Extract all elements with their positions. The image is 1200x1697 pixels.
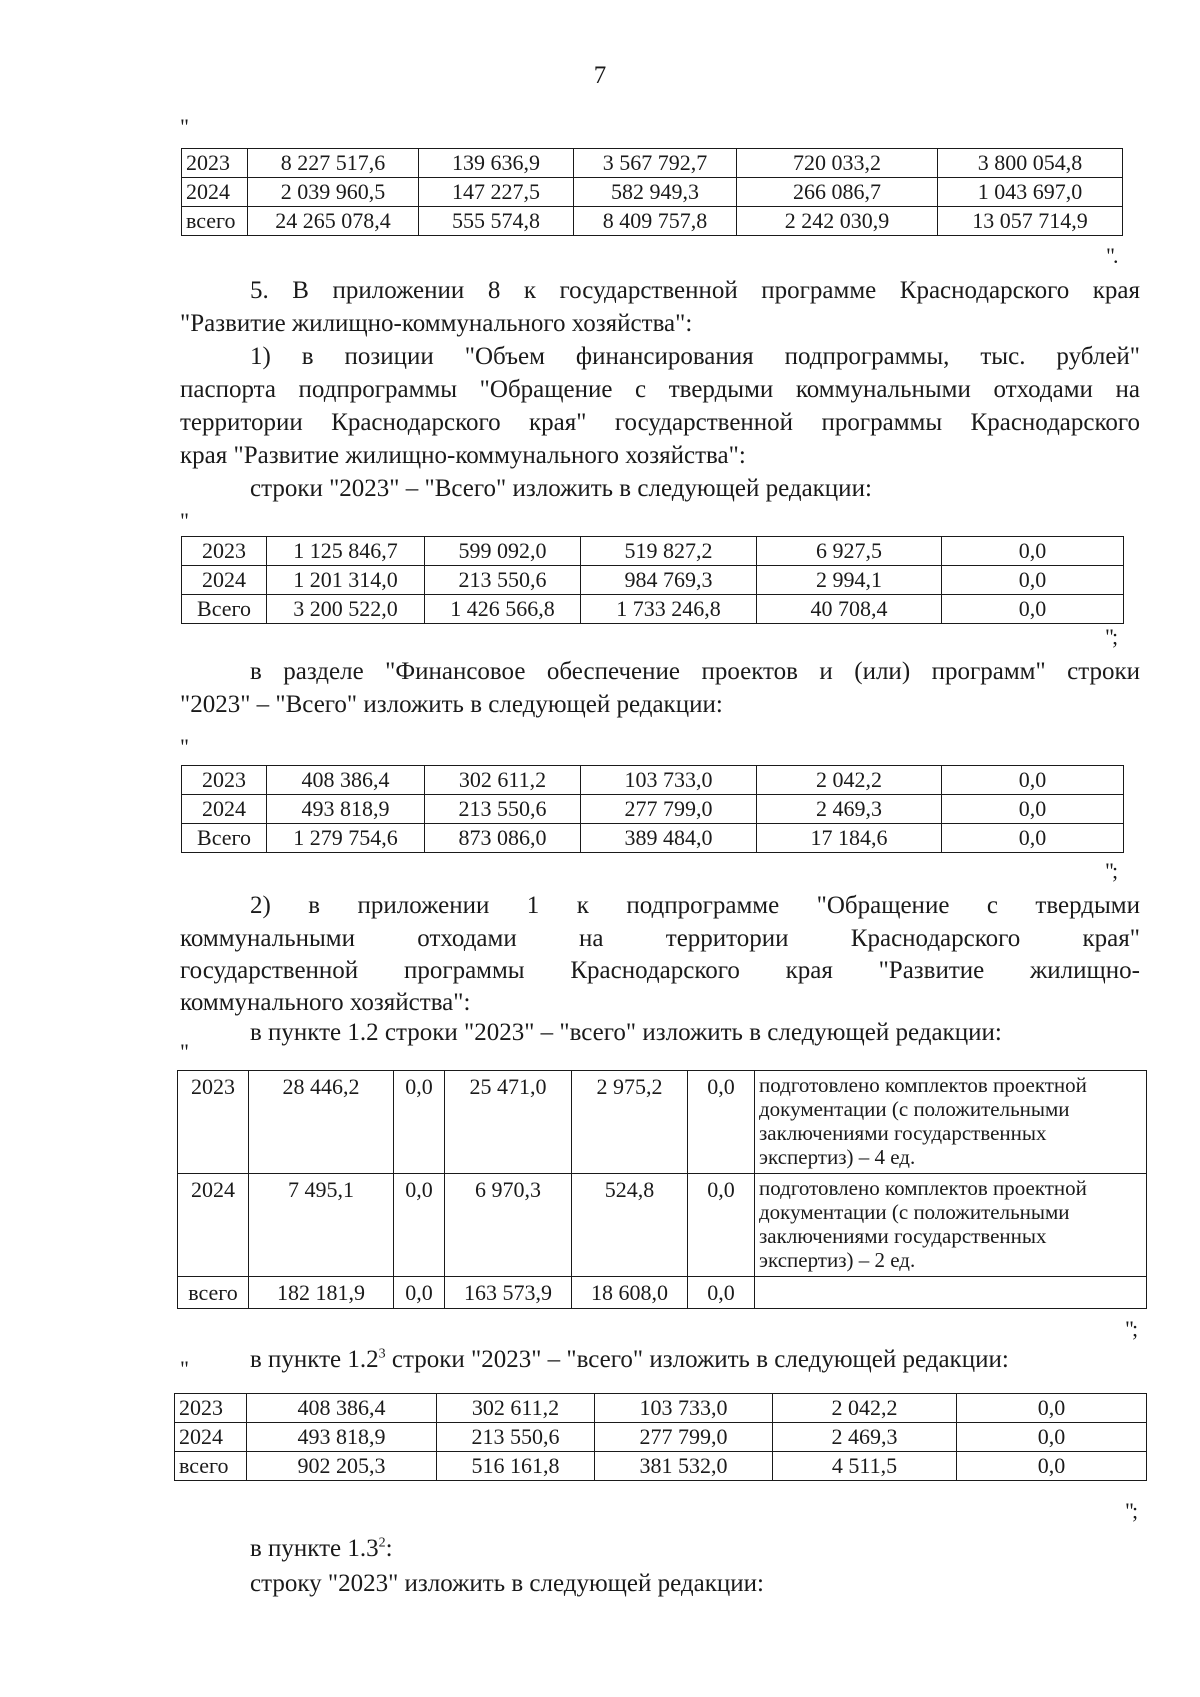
paragraph-line: государственной программы Краснодарского края "Развитие жилищно- xyxy=(180,957,1140,984)
paragraph-line: "Развитие жилищно-коммунального хозяйства": xyxy=(180,310,693,337)
paragraph-line: 2) в приложении 1 к подпрограмме "Обращение с твердыми xyxy=(250,892,1140,919)
table-row: 2023 8 227 517,6 139 636,9 3 567 792,7 720 033,2 3 800 054,8 xyxy=(182,149,1123,178)
table-row: Всего 3 200 522,0 1 426 566,8 1 733 246,8 40 708,4 0,0 xyxy=(182,595,1124,624)
financing-table-4 xyxy=(174,1393,1147,1481)
paragraph-line: "2023" – "Всего" изложить в следующей редакции: xyxy=(180,691,723,718)
paragraph-line: коммунальными отходами на территории Краснодарского края" xyxy=(180,925,1140,952)
table-row: 2024 1 201 314,0 213 550,6 984 769,3 2 994,1 0,0 xyxy=(182,566,1124,595)
close-quote: ". xyxy=(1106,243,1117,268)
project-docs-table xyxy=(177,1070,1147,1309)
paragraph-line: в разделе "Финансовое обеспечение проектов и (или) программ" строки xyxy=(250,658,1140,685)
table-row: всего 902 205,3 516 161,8 381 532,0 4 511,5 0,0 xyxy=(175,1452,1147,1481)
close-quote: "; xyxy=(1105,858,1117,883)
open-quote: " xyxy=(180,734,187,759)
table-row: Всего 1 279 754,6 873 086,0 389 484,0 17 184,6 0,0 xyxy=(182,824,1124,853)
financing-table-1 xyxy=(181,148,1123,236)
paragraph-line: в пункте $1.2^3$ строки "2023" – "всего" изложить в следующей редакции: xyxy=(250,1346,1009,1373)
paragraph-line: 5. В приложении 8 к государственной программе Краснодарского края xyxy=(250,277,1140,304)
paragraph-line: коммунального хозяйства": xyxy=(180,989,471,1016)
paragraph-line: в пункте $1.3^2$: xyxy=(250,1535,393,1562)
table-row: 2024 493 818,9 213 550,6 277 799,0 2 469,3 0,0 xyxy=(175,1423,1147,1452)
close-quote: "; xyxy=(1105,624,1117,649)
open-quote: " xyxy=(180,1039,187,1064)
result-description: подготовлено комплектов проектной документации (с положительными заключениями государственных экспертиз) – 2 ед. xyxy=(755,1174,1147,1277)
financing-table-3 xyxy=(181,765,1124,853)
open-quote: " xyxy=(180,114,187,139)
table-row: 2024 493 818,9 213 550,6 277 799,0 2 469,3 0,0 xyxy=(182,795,1124,824)
page-number: 7 xyxy=(593,62,607,89)
paragraph-line: паспорта подпрограммы "Обращение с твердыми коммунальными отходами на xyxy=(180,376,1140,403)
table-row: 2023 408 386,4 302 611,2 103 733,0 2 042,2 0,0 xyxy=(175,1394,1147,1423)
close-quote: "; xyxy=(1125,1498,1137,1523)
result-description: подготовлено комплектов проектной документации (с положительными заключениями государственных экспертиз) – 4 ед. xyxy=(755,1071,1147,1174)
paragraph-line: строки "2023" – "Всего" изложить в следующей редакции: xyxy=(250,475,872,502)
table-row: всего 24 265 078,4 555 574,8 8 409 757,8 2 242 030,9 13 057 714,9 xyxy=(182,207,1123,236)
paragraph-line: территории Краснодарского края" государственной программы Краснодарского xyxy=(180,409,1140,436)
table-row: 2024 7 495,1 0,0 6 970,3 524,8 0,0 подготовлено комплектов проектной документации (с положительными заключениями государственных экспертиз) – 2 ед. xyxy=(178,1174,1147,1277)
table-row: всего 182 181,9 0,0 163 573,9 18 608,0 0,0 xyxy=(178,1277,1147,1309)
paragraph-line: 1) в позиции "Объем финансирования подпрограммы, тыс. рублей" xyxy=(250,343,1140,370)
paragraph-line: в пункте 1.2 строки "2023" – "всего" изложить в следующей редакции: xyxy=(250,1019,1002,1046)
table-row: 2023 28 446,2 0,0 25 471,0 2 975,2 0,0 подготовлено комплектов проектной документации (с положительными заключениями государственных экспертиз) – 4 ед. xyxy=(178,1071,1147,1174)
open-quote: " xyxy=(180,1356,187,1381)
table-row: 2023 408 386,4 302 611,2 103 733,0 2 042,2 0,0 xyxy=(182,766,1124,795)
open-quote: " xyxy=(180,508,187,533)
financing-table-2 xyxy=(181,536,1124,624)
close-quote: "; xyxy=(1125,1316,1137,1341)
paragraph-line: края "Развитие жилищно-коммунального хозяйства": xyxy=(180,442,746,469)
table-row: 2024 2 039 960,5 147 227,5 582 949,3 266 086,7 1 043 697,0 xyxy=(182,178,1123,207)
table-row: 2023 1 125 846,7 599 092,0 519 827,2 6 927,5 0,0 xyxy=(182,537,1124,566)
paragraph-line: строку "2023" изложить в следующей редакции: xyxy=(250,1570,764,1597)
